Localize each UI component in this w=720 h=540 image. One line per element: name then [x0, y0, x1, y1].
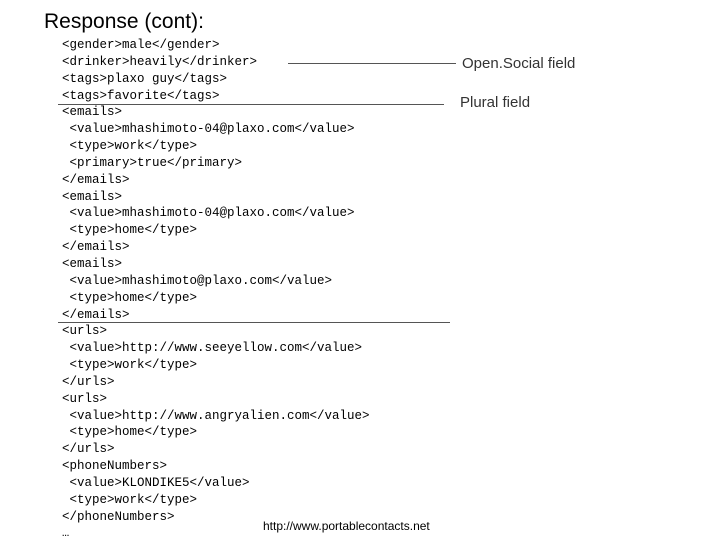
plural-field-callout: Plural field [460, 94, 531, 111]
code-line: <drinker>heavily</drinker> [62, 54, 258, 69]
code-line: <type>work</type> [62, 139, 198, 154]
code-line: <value>KLONDIKE5</value> [62, 475, 250, 490]
code-line: <value>http://www.seeyellow.com</value> [62, 341, 363, 356]
code-line: </emails> [62, 172, 130, 187]
code-line: </urls> [62, 374, 115, 389]
code-line: </urls> [62, 442, 115, 457]
code-line: </phoneNumbers> [62, 509, 175, 524]
plural-field-top-rule [58, 104, 444, 105]
opensocial-field-callout: Open.Social field [462, 55, 576, 72]
code-line: </emails> [62, 240, 130, 255]
code-line: <urls> [62, 391, 108, 406]
xml-code-block [62, 37, 370, 525]
source-url: http://www.portablecontacts.net [263, 519, 430, 533]
continuation-ellipsis: … [62, 526, 70, 540]
code-line: <gender>male</gender> [62, 38, 220, 52]
code-line: <tags>plaxo guy</tags> [62, 71, 228, 86]
code-line: <emails> [62, 105, 123, 120]
code-line: <value>mhashimoto@plaxo.com</value> [62, 273, 333, 288]
code-line: <type>home</type> [62, 223, 198, 238]
code-line: <tags>favorite</tags> [62, 88, 220, 103]
plural-field-bottom-rule [58, 322, 450, 323]
code-line: <value>mhashimoto-04@plaxo.com</value> [62, 206, 355, 221]
opensocial-callout-line [288, 63, 456, 64]
code-line: <value>http://www.angryalien.com</value> [62, 408, 370, 423]
code-line: <value>mhashimoto-04@plaxo.com</value> [62, 122, 355, 137]
code-line: <urls> [62, 324, 108, 339]
code-line: </emails> [62, 307, 130, 322]
code-line: <phoneNumbers> [62, 459, 168, 474]
code-line: <emails> [62, 189, 123, 204]
code-line: <primary>true</primary> [62, 155, 243, 170]
code-line: <type>home</type> [62, 425, 198, 440]
code-line: <type>work</type> [62, 358, 198, 373]
code-line: <type>work</type> [62, 492, 198, 507]
code-line: <emails> [62, 256, 123, 271]
code-line: <type>home</type> [62, 290, 198, 305]
slide-title: Response (cont): [44, 10, 204, 33]
